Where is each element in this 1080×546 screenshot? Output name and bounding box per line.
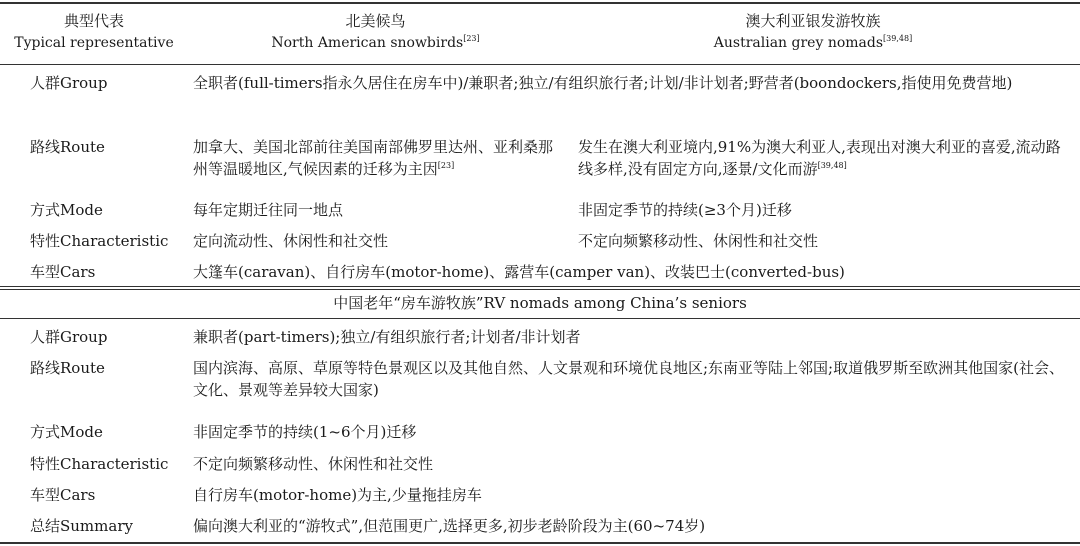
- s1-route-na: [193, 136, 565, 180]
- s1-char-au: 不定向频繁移动性、休闲性和社交性: [578, 232, 819, 250]
- s1-group-value: 全职者(full-timers指永久居住在房车中)/兼职者;独立/有组织旅行者;计划/非计划者;野营者(boondockers,指使用免费营地): [193, 74, 1013, 92]
- section2-title-rule: [0, 318, 1080, 319]
- top-rule: [0, 2, 1080, 4]
- s1-group-label: 人群Group: [30, 74, 108, 92]
- s1-cars-value: 大篷车(caravan)、自行房车(motor-home)、露营车(camper van)、改装巴士(converted-bus): [193, 263, 845, 281]
- s1-route-au-ref: [39,48]: [817, 161, 847, 170]
- header-col3-en: [563, 32, 1063, 54]
- s2-cars-value: 自行房车(motor-home)为主,少量拖挂房车: [193, 486, 482, 504]
- header-rule: [0, 64, 1080, 65]
- s1-route-na-ref: [23]: [437, 161, 455, 170]
- s2-mode-value: 非固定季节的持续(1~6个月)迁移: [193, 423, 417, 441]
- header-col2-en-text: North American snowbirds: [271, 35, 464, 51]
- header-col3-en-text: Australian grey nomads: [713, 35, 884, 51]
- header-col2-ref: [23]: [463, 34, 480, 43]
- header-col3: [563, 10, 1063, 54]
- s2-group-value: 兼职者(part-timers);独立/有组织旅行者;计划者/非计划者: [193, 328, 581, 346]
- s1-char-na: 定向流动性、休闲性和社交性: [193, 232, 389, 250]
- s1-mode-au: 非固定季节的持续(≥3个月)迁移: [578, 201, 792, 219]
- header-col2: [188, 10, 563, 54]
- header-col3-zh: 澳大利亚银发游牧族: [745, 12, 881, 30]
- header-col2-zh: 北美候鸟: [345, 12, 406, 30]
- s2-group-label: 人群Group: [30, 328, 108, 346]
- header-col1: [0, 10, 188, 54]
- s2-char-label: 特性Characteristic: [30, 455, 169, 473]
- s2-summary-label: 总结Summary: [30, 517, 133, 535]
- s2-route-label: 路线Route: [30, 359, 105, 377]
- section2-title: 中国老年“房车游牧族”RV nomads among China’s seniors: [333, 294, 747, 312]
- header-col2-en: [188, 32, 563, 54]
- header-col3-ref: [39,48]: [883, 34, 913, 43]
- s2-route-value: 国内滨海、高原、草原等特色景观区以及其他自然、人文景观和环境优良地区;东南亚等陆上邻国;取道俄罗斯至欧洲其他国家(社会、文化、景观等差异较大国家): [193, 359, 1064, 399]
- s1-route-au: [578, 136, 1068, 180]
- s2-mode-label: 方式Mode: [30, 423, 103, 441]
- s1-route-na-text: 加拿大、美国北部前往美国南部佛罗里达州、亚利桑那州等温暖地区,气候因素的迁移为主因: [193, 138, 554, 178]
- s1-route-au-text: 发生在澳大利亚境内,91%为澳大利亚人,表现出对澳大利亚的喜爱,流动路线多样,没有固定方向,逐景/文化而游: [578, 138, 1061, 178]
- s2-char-value: 不定向频繁移动性、休闲性和社交性: [193, 455, 434, 473]
- s2-cars-label: 车型Cars: [30, 486, 96, 504]
- s1-char-label: 特性Characteristic: [30, 232, 169, 250]
- s1-mode-label: 方式Mode: [30, 201, 103, 219]
- s1-cars-label: 车型Cars: [30, 263, 96, 281]
- header-col1-en: Typical representative: [14, 35, 174, 51]
- header-col1-zh: 典型代表: [63, 12, 124, 30]
- section-rule-bottom: [0, 289, 1080, 290]
- bottom-rule: [0, 542, 1080, 544]
- s2-summary-value: 偏向澳大利亚的“游牧式”,但范围更广,选择更多,初步老龄阶段为主(60~74岁): [193, 517, 706, 535]
- s1-route-label: 路线Route: [30, 138, 105, 156]
- section-rule-top: [0, 286, 1080, 287]
- s1-mode-na: 每年定期迁往同一地点: [193, 201, 344, 219]
